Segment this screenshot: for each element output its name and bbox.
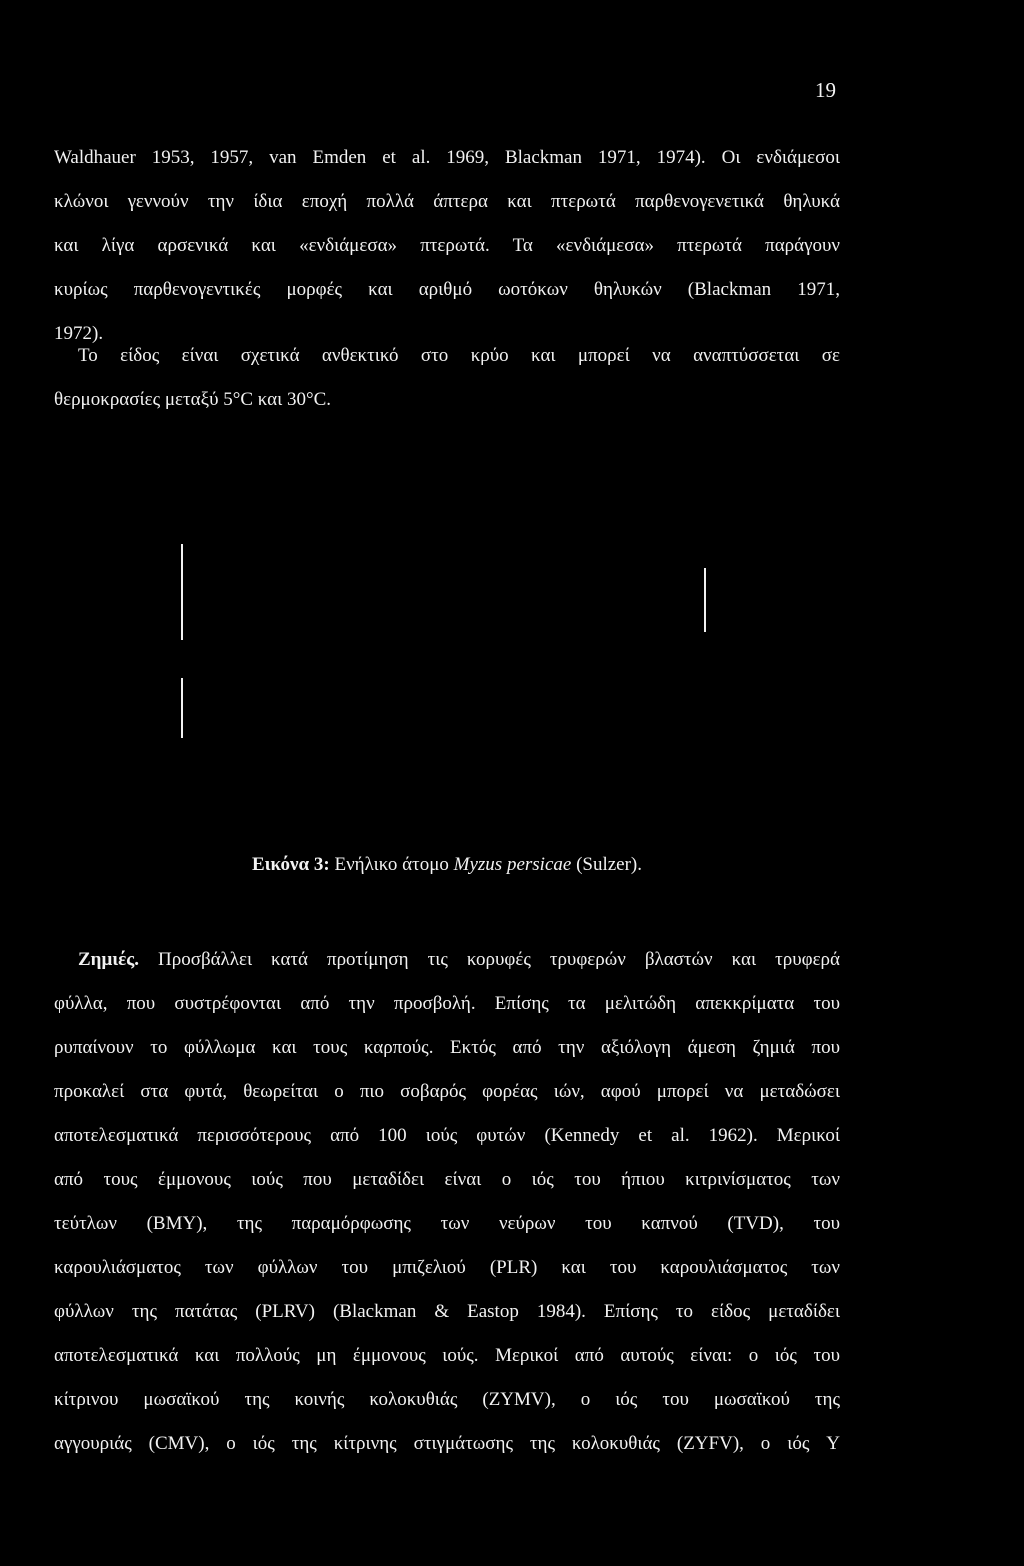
- figure-image: [54, 520, 840, 840]
- paragraph-life-cycle: [54, 136, 840, 356]
- figure-mark: [181, 678, 183, 738]
- figure-mark: [181, 544, 183, 640]
- paragraph-temperature: [54, 334, 840, 422]
- text-line: αποτελεσματικά περισσότερους από 100 ιούς φυτών (Kennedy et al. 1962). Μερικοί: [54, 1125, 840, 1146]
- text-line: αγγουριάς (CMV), ο ιός της κίτρινης στιγμάτωσης της κολοκυθιάς (ZYFV), ο ιός Y: [54, 1433, 840, 1454]
- paragraph-damage: [54, 938, 840, 1466]
- text-line: προκαλεί στα φυτά, θεωρείται ο πιο σοβαρός φορέας ιών, αφού μπορεί να μεταδώσει: [54, 1081, 840, 1102]
- text-line: ρυπαίνουν το φύλλωμα και τους καρπούς. Εκτός από την αξιόλογη άμεση ζημιά που: [54, 1037, 840, 1058]
- text-line: θερμοκρασίες μεταξύ 5°C και 30°C.: [54, 389, 332, 410]
- caption-label: Εικόνα 3:: [251, 854, 330, 875]
- text-line: κίτρινου μωσαϊκού της κοινής κολοκυθιάς (ZYMV), ο ιός του μωσαϊκού της: [54, 1389, 840, 1410]
- caption-text: Ενήλικο άτομο: [329, 854, 454, 875]
- text-line: κυρίως παρθενογεντικές μορφές και αριθμό ωοτόκων θηλυκών (Blackman 1971,: [54, 279, 840, 300]
- text-line-first: [54, 938, 840, 982]
- text-line: κλώνοι γεννούν την ίδια εποχή πολλά άπτερα και πτερωτά παρθενογενετικά θηλυκά: [54, 191, 840, 212]
- text-line: Το είδος είναι σχετικά ανθεκτικό στο κρύο και μπορεί να αναπτύσσεται σε: [78, 345, 840, 366]
- text-line: Waldhauer 1953, 1957, van Emden et al. 1969, Blackman 1971, 1974). Οι ενδιάμεσοι: [54, 147, 840, 168]
- text-line: φύλλων της πατάτας (PLRV) (Blackman & Eastop 1984). Επίσης το είδος μεταδίδει: [54, 1301, 840, 1322]
- figure-mark: [704, 568, 706, 632]
- caption-author: (Sulzer).: [571, 854, 643, 875]
- text-run: Προσβάλλει κατά προτίμηση τις κορυφές τρυφερών βλαστών και τρυφερά: [139, 949, 840, 970]
- text-line: αποτελεσματικά και πολλούς μη έμμονους ιούς. Μερικοί από αυτούς είναι: ο ιός του: [54, 1345, 840, 1366]
- section-heading: Ζημιές.: [78, 949, 140, 970]
- text-line: 1972).: [54, 323, 104, 344]
- page-number: 19: [815, 78, 836, 102]
- caption-species: Myzus persicae: [453, 854, 572, 875]
- text-line: και λίγα αρσενικά και «ενδιάμεσα» πτερωτά. Τα «ενδιάμεσα» πτερωτά παράγουν: [54, 235, 840, 256]
- text-line: καρουλιάσματος των φύλλων του μπιζελιού (PLR) και του καρουλιάσματος των: [54, 1257, 840, 1278]
- text-line: φύλλα, που συστρέφονται από την προσβολή. Επίσης τα μελιτώδη απεκκρίματα του: [54, 993, 840, 1014]
- figure-caption: [54, 850, 840, 880]
- text-line: τεύτλων (BMY), της παραμόρφωσης των νεύρων του καπνού (TVD), του: [54, 1213, 840, 1234]
- text-line: από τους έμμονους ιούς που μεταδίδει είναι ο ιός του ήπιου κιτρινίσματος των: [54, 1169, 840, 1190]
